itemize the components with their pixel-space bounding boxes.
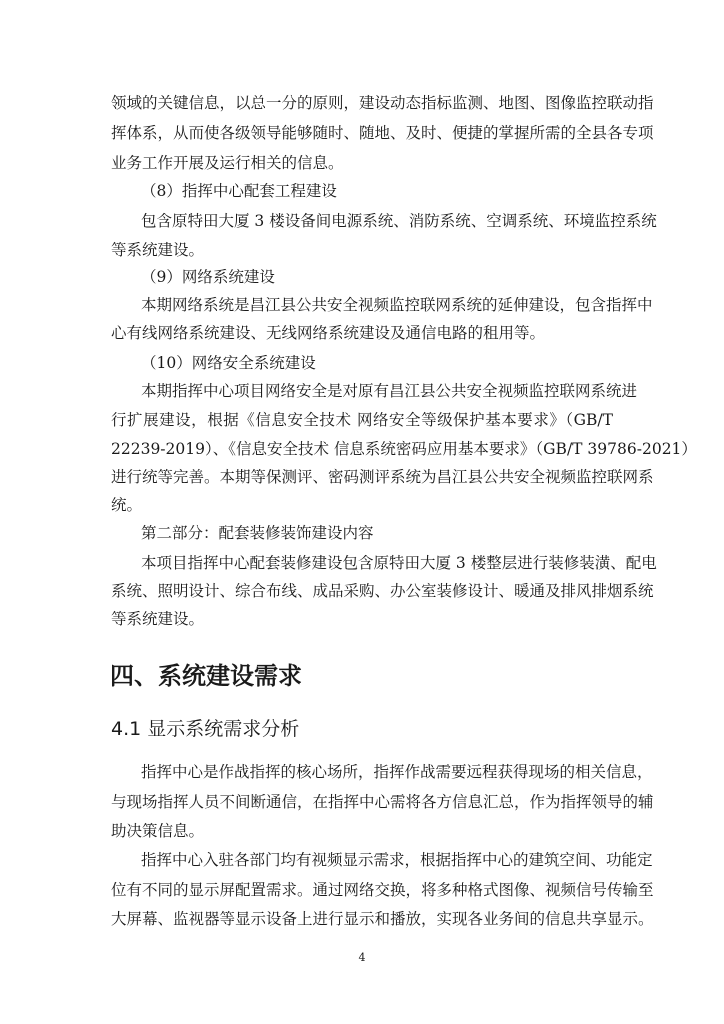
paragraph-line: 领域的关键信息，以总一分的原则，建设动态指标监测、地图、图像监控联动指	[111, 94, 654, 112]
paragraph-line: 22239-2019）、《信息安全技术 信息系统密码应用基本要求》（GB/T 39786-2021）	[111, 440, 697, 458]
page-number: 4	[358, 951, 366, 964]
paragraph-line: 业务工作开展及运行相关的信息。	[111, 154, 344, 172]
section-heading: 四、系统建设需求	[110, 662, 302, 690]
item-heading: （9）网络系统建设	[141, 268, 275, 286]
paragraph-line: 助决策信息。	[111, 822, 205, 840]
paragraph-line: 与现场指挥人员不间断通信，在指挥中心需将各方信息汇总，作为指挥领导的辅	[111, 793, 654, 811]
paragraph-line: 挥体系，从而使各级领导能够随时、随地、及时、便捷的掌握所需的全县各专项	[111, 124, 654, 142]
part-heading: 第二部分：配套装修装饰建设内容	[141, 524, 374, 542]
paragraph-line: 进行统等完善。本期等保测评、密码测评系统为昌江县公共安全视频监控联网系	[111, 468, 654, 486]
paragraph-line: 位有不同的显示屏配置需求。通过网络交换，将多种格式图像、视频信号传输至	[111, 881, 654, 899]
paragraph-line: 本项目指挥中心配套装修建设包含原特田大厦 3 楼整层进行装修装潢、配电	[141, 554, 657, 572]
item-heading: （10）网络安全系统建设	[141, 354, 316, 372]
subsection-heading: 4.1 显示系统需求分析	[111, 718, 300, 740]
paragraph-line: 包含原特田大厦 3 楼设备间电源系统、消防系统、空调系统、环境监控系统	[141, 212, 657, 230]
paragraph-line: 系统、照明设计、综合布线、成品采购、办公室装修设计、暖通及排风排烟系统	[111, 582, 654, 600]
paragraph-line: 指挥中心是作战指挥的核心场所，指挥作战需要远程获得现场的相关信息，	[141, 763, 653, 781]
paragraph-line: 行扩展建设，根据《信息安全技术 网络安全等级保护基本要求》（GB/T	[111, 411, 613, 429]
item-heading: （8）指挥中心配套工程建设	[141, 182, 337, 200]
paragraph-line: 指挥中心入驻各部门均有视频显示需求，根据指挥中心的建筑空间、功能定	[141, 851, 653, 869]
paragraph-line: 本期指挥中心项目网络安全是对原有昌江县公共安全视频监控联网系统进	[141, 382, 638, 400]
paragraph-line: 大屏幕、监视器等显示设备上进行显示和播放，实现各业务间的信息共享显示。	[111, 910, 654, 928]
paragraph-line: 本期网络系统是昌江县公共安全视频监控联网系统的延伸建设，包含指挥中	[141, 296, 653, 314]
paragraph-line: 统。	[111, 496, 143, 514]
paragraph-line: 心有线网络系统建设、无线网络系统建设及通信电路的租用等。	[111, 324, 546, 342]
paragraph-line: 等系统建设。	[111, 241, 205, 259]
paragraph-line: 等系统建设。	[111, 610, 205, 628]
